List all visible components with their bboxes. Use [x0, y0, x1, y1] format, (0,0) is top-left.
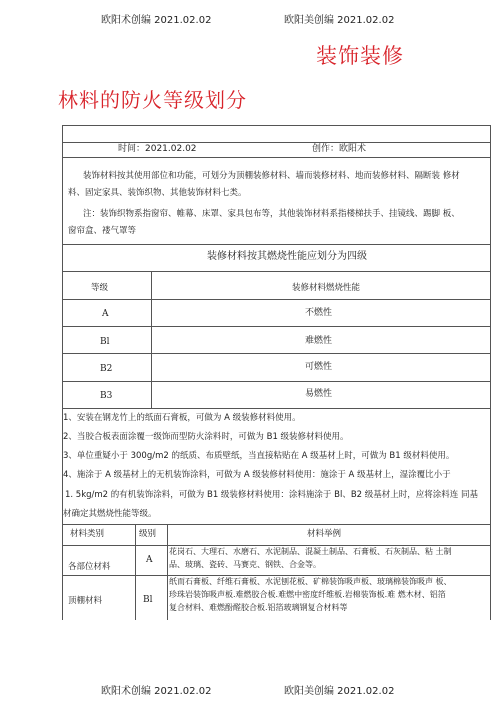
footer-left: 欧阳术创编 2021.02.02: [101, 686, 212, 697]
material-row-1-example-line2: 品、玻璃、瓷砖、马赛克、钢铁、合金等。: [169, 560, 321, 569]
material-row-2-example-line3: 复合材料、难燃酚醛胶合板.铝箔玻璃钢复合材料等: [169, 603, 348, 612]
grade-row-a: A: [102, 309, 109, 319]
material-row-2-type: 顶棚材料: [68, 596, 103, 606]
note-4-line1: 4、施涂于 A 级基材上的无机装饰涂料，可做为 A 级装修材料使用：施涂于 A 级基材上，湿涂覆比小于: [63, 470, 451, 480]
material-row-1-example-line1: 花岗石、大理石、水磨石、水泥制品、混凝土制品、石膏板、石灰制品、粘 土制: [169, 547, 452, 556]
intro-p1-line1: 装饰材料按其使用部位和功能，可划分为顶棚装修材料、墙而装修材料、地而装修材料、隔断装 修材: [83, 171, 460, 181]
meta-author: 创作：欧阳术: [312, 144, 367, 154]
header-right: 欧阳美创编 2021.02.02: [284, 15, 395, 26]
perf-row-b3: 易燃性: [305, 389, 333, 399]
note-4-line2: 1. 5kg/m2 的有机装饰涂料，可做为 B1 级装修材料使用：涂料施涂于 Bl、B2 级基材上时，应将涂料连 同基: [65, 490, 478, 500]
meta-time: 时间：2021.02.02: [118, 144, 197, 154]
title-line-2: 林料的防火等级划分: [58, 88, 247, 112]
title-line-1: 装饰装修: [316, 44, 404, 68]
grade-row-b2: B2: [100, 364, 113, 374]
perf-row-b1: 难燃性: [305, 336, 333, 346]
material-row-1-type: 各部位材料: [68, 562, 111, 572]
material-row-1-level: A: [146, 555, 153, 565]
material-col-level: 级别: [139, 529, 157, 539]
header-left: 欧阳术创编 2021.02.02: [101, 15, 212, 26]
perf-row-a: 不燃性: [305, 308, 333, 318]
grade-col-header: 等级: [91, 283, 109, 293]
intro-p1-line2: 料、固定家具、装饰织物、其他装饰材料七类。: [68, 188, 247, 198]
perf-col-header: 装修材料燃烧性能: [292, 283, 361, 293]
note-4-line3: 材确定其燃烧性能等级。: [63, 509, 157, 519]
document-frame: [62, 125, 491, 595]
note-3: 3、单位重疑小于 300g/m2 的纸质、布质壁纸，当直接粘贴在 A 级基材上时，可做为 B1 级材料使用。: [63, 451, 455, 461]
material-row-2-example-line1: 纸而石膏板、纤维石膏板、水泥刨花板、矿棉装饰吸声板、玻璃棉装饰吸声 板、: [169, 577, 452, 586]
intro-p2-line1: 注：装饰织物系指窗帘、帷幕、床罩、家具包布等，其他装饰材料系指楼梯扶手、挂镜线、踢脚 板、: [83, 209, 460, 219]
grade-row-b1: Bl: [100, 337, 110, 347]
material-row-2: [62, 575, 491, 620]
material-col-type: 材料类别: [70, 529, 105, 539]
material-row-2-example-line2: 珍珠岩装饰吸声板.难燃胶合板.难燃中密度纤维板.岩棉装饰板.难 燃木材、铝箔: [169, 590, 446, 599]
note-1: 1、安装在钢龙竹上的纸面石膏板，可做为 A 级装修材料使用。: [63, 413, 301, 423]
perf-row-b2: 可燃性: [305, 362, 333, 372]
intro-p2-line2: 窗帘盒、褛气罩等: [68, 226, 137, 236]
note-2: 2、当胶合板表面涂覆一级饰而型防火涂料时，可做为 B1 级装修材料使用。: [63, 432, 349, 442]
grade-table-title: 装修材料按其燃烧性能应划分为四级: [207, 251, 367, 262]
footer-right: 欧阳美创编 2021.02.02: [284, 686, 395, 697]
grade-row-b3: B3: [100, 391, 113, 401]
material-col-example: 材料举例: [307, 529, 342, 539]
material-row-2-level: Bl: [143, 595, 153, 605]
